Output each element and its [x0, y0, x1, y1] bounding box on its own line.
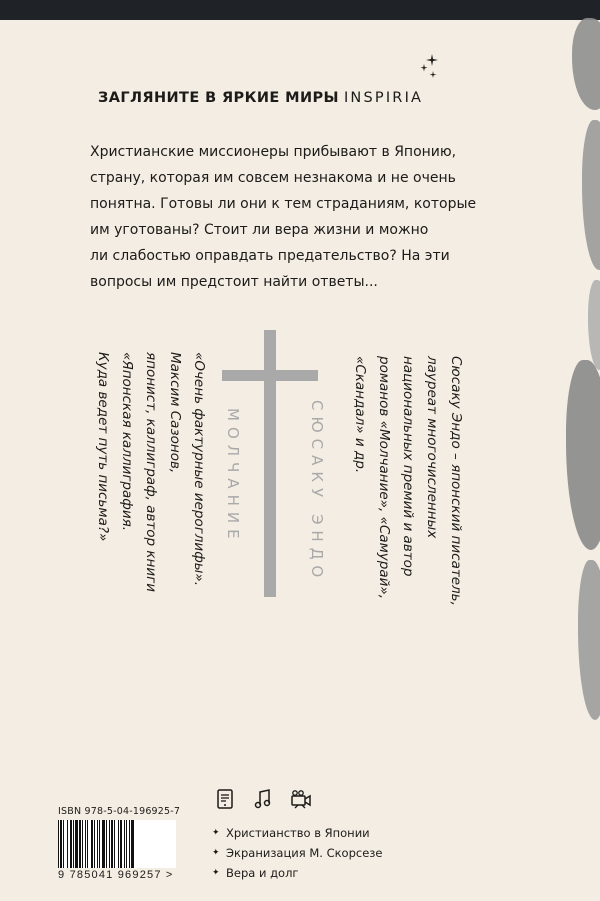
- series-headline: [98, 90, 423, 106]
- star-bullet-icon: ✦: [212, 868, 220, 878]
- format-icons: [214, 788, 312, 810]
- blurb-line: страну, которая им совсем незнакома и не очень: [90, 170, 456, 186]
- author-bio: [348, 356, 468, 606]
- feature-item: [212, 843, 383, 863]
- quote-line: японист, каллиграф, автор книги: [143, 352, 159, 593]
- brushstroke-decoration: [582, 120, 600, 270]
- cross-horizontal-bar: [222, 370, 318, 381]
- feature-label: Христианство в Японии: [226, 826, 370, 840]
- author-bio-line: романов «Молчание», «Самурай»,: [376, 356, 392, 599]
- quote-line: «Японская каллиграфия.: [119, 352, 135, 532]
- author-bio-line: «Скандал» и др.: [352, 356, 368, 474]
- top-band: [0, 0, 600, 20]
- book-author: СЮСАКУ ЭНДО: [308, 400, 326, 584]
- ebook-icon: [214, 788, 236, 810]
- feature-label: Вера и долг: [226, 866, 299, 880]
- feature-item: [212, 823, 383, 843]
- blurb-line: Христианские миссионеры прибывают в Японию,: [90, 144, 457, 160]
- blurb-line: понятна. Готовы ли они к тем страданиям, которые: [90, 196, 477, 212]
- quote-line: Максим Сазонов,: [167, 352, 183, 474]
- audiobook-icon: [252, 788, 274, 810]
- brushstroke-decoration: [566, 360, 600, 550]
- isbn-number: ISBN 978-5-04-196925-7: [58, 806, 181, 817]
- barcode-bars: [58, 820, 176, 868]
- headline-text: ЗАГЛЯНИТЕ В ЯРКИЕ МИРЫ: [98, 90, 339, 106]
- book-title: МОЛЧАНИЕ: [224, 408, 242, 545]
- author-bio-line: национальных премий и автор: [400, 356, 416, 577]
- feature-label: Экранизация М. Скорсезе: [226, 846, 383, 860]
- book-title-vertical: [224, 408, 242, 545]
- book-blurb: [90, 139, 477, 295]
- quote-line: Куда ведет путь письма?»: [95, 352, 111, 542]
- film-icon: [290, 788, 312, 810]
- blurb-line: вопросы им предстоит найти ответы...: [90, 274, 378, 290]
- barcode-bar: [134, 820, 135, 868]
- review-quote: [91, 352, 211, 592]
- feature-item: [212, 863, 383, 883]
- sparkle-icon: [418, 52, 440, 82]
- feature-list: [212, 823, 383, 883]
- barcode-digits: 9 785041 969257 >: [58, 869, 174, 881]
- blurb-line: ли слабостью оправдать предательство? На эти: [90, 248, 450, 264]
- author-bio-line: Сюсаку Эндо – японский писатель,: [448, 356, 464, 606]
- brushstroke-decoration: [572, 18, 600, 110]
- brand-name: INSPIRIA: [343, 90, 424, 106]
- brushstroke-decoration: [578, 560, 600, 720]
- star-bullet-icon: ✦: [212, 848, 220, 858]
- blurb-line: им уготованы? Стоит ли вера жизни и можно: [90, 222, 429, 238]
- barcode-block: [58, 806, 180, 881]
- book-author-vertical: [308, 400, 326, 583]
- quote-line: «Очень фактурные иероглифы».: [191, 352, 207, 587]
- author-bio-line: лауреат многочисленных: [424, 356, 440, 539]
- brushstroke-decoration: [588, 280, 600, 370]
- star-bullet-icon: ✦: [212, 828, 220, 838]
